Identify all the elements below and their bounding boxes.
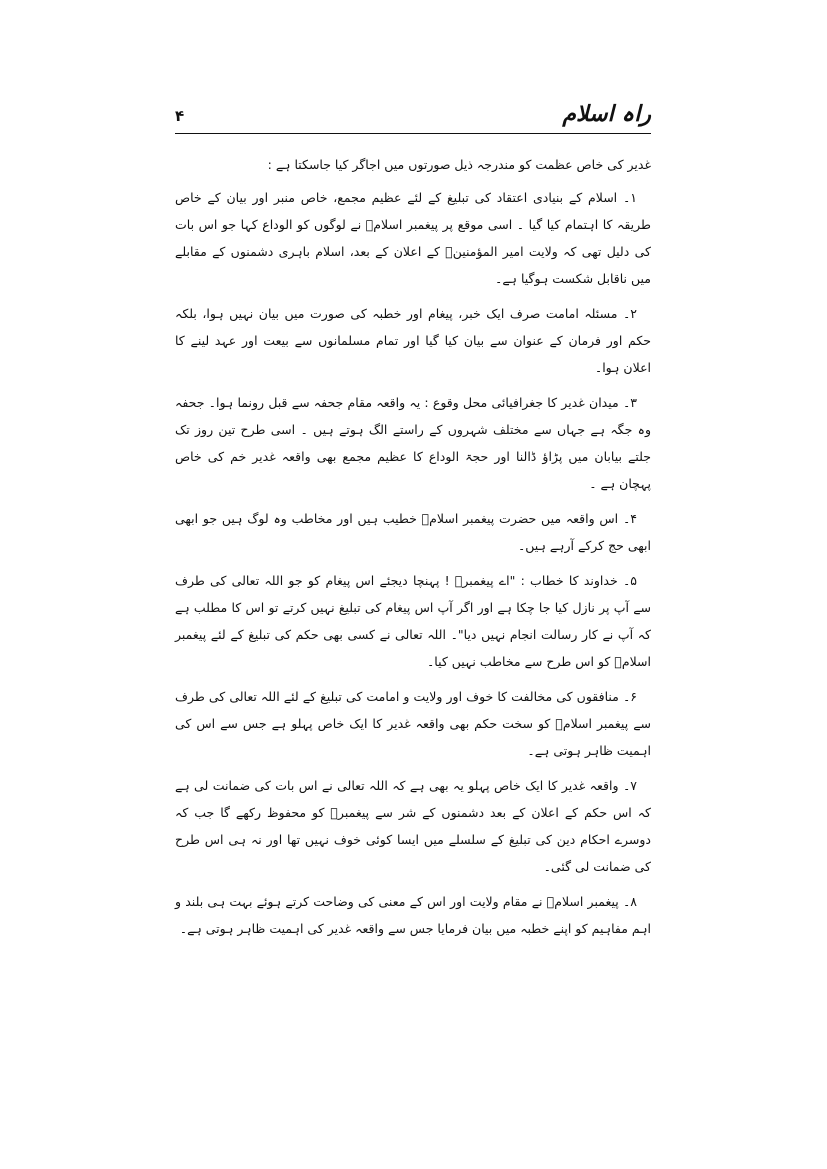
item-text: اسلام کے بنیادی اعتقاد کی تبلیغ کے لئے عظیم مجمع، خاص منبر اور بیان کے خاص طریقہ کا اہتمام کیا گیا ۔ اسی موقع پر پیغمبر اسلامؐ نے لوگوں کو الوداع کہا جو اس بات کی دلیل تھی کہ ولایت امیر المؤمنینؑ کے اعلان کے بعد، اسلام باہری دشمنوں کے مقابلے میں ناقابل شکست ہوگیا ہے۔ xyxy=(175,190,651,286)
list-item-1 xyxy=(175,184,651,292)
item-number: ۶۔ xyxy=(622,689,637,704)
item-number: ۸۔ xyxy=(622,894,637,909)
list-item-8 xyxy=(175,888,651,942)
item-text: میدان غدیر کا جغرافیائی محل وقوع : یہ واقعہ مقام جحفہ سے قبل رونما ہوا۔ جحفہ وہ جگہ ہے جہاں سے مختلف شہروں کے راستے الگ ہوتے ہیں ۔ اسی طرح تین روز تک جلتے بیابان میں پڑاؤ ڈالنا اور حجۃ الوداع کا عظیم مجمع بھی واقعہ غدیر خم کی خاص پہچان ہے ۔ xyxy=(175,395,651,491)
item-text: واقعہ غدیر کا ایک خاص پہلو یہ بھی ہے کہ اللہ تعالی نے اس بات کی ضمانت لی ہے کہ اس حکم کے اعلان کے بعد دشمنوں کے شر سے پیغمبرؐ کو محفوظ رکھے گا جب کہ دوسرے احکام دین کی تبلیغ کے سلسلے میں ایسا کوئی خوف نہیں تھا اور نہ ہی اس طرح کی ضمانت لی گئی۔ xyxy=(175,778,651,874)
page-number: ۴ xyxy=(175,107,185,125)
item-text: خداوند کا خطاب : "اے پیغمبرؐ ! پہنچا دیجئے اس پیغام کو جو اللہ تعالی کی طرف سے آپ پر نازل کیا جا چکا ہے اور اگر آپ اس پیغام کی تبلیغ نہیں کرتے تو اس کا مطلب ہے کہ آپ نے کار رسالت انجام نہیں دیا"۔ اللہ تعالی نے کسی بھی حکم کی تبلیغ کے لئے پیغمبر اسلامؐ کو اس طرح سے مخاطب نہیں کیا۔ xyxy=(175,573,651,669)
intro-paragraph: غدیر کی خاص عظمت کو مندرجہ ذیل صورتوں میں اجاگر کیا جاسکتا ہے : xyxy=(267,157,651,172)
running-title: راہ اسلام xyxy=(562,101,651,127)
item-number: ۴۔ xyxy=(622,511,637,526)
list-item-3 xyxy=(175,389,651,497)
item-number: ۷۔ xyxy=(622,778,637,793)
list-item-5 xyxy=(175,567,651,675)
item-number: ۳۔ xyxy=(622,395,637,410)
list-item-7 xyxy=(175,772,651,880)
item-text: پیغمبر اسلامؐ نے مقام ولایت اور اس کے معنی کی وضاحت کرتے ہوئے بہت ہی بلند و اہم مفاہیم کو اپنے خطبہ میں بیان فرمایا جس سے واقعہ غدیر کی اہمیت ظاہر ہوتی ہے۔ xyxy=(175,894,651,936)
item-number: ۱۔ xyxy=(622,190,637,205)
item-text: منافقوں کی مخالفت کا خوف اور ولایت و امامت کی تبلیغ کے لئے اللہ تعالی کی طرف سے پیغمبر اسلامؐ کو سخت حکم بھی واقعہ غدیر کا ایک خاص پہلو ہے جس سے اس کی اہمیت ظاہر ہوتی ہے۔ xyxy=(175,689,651,758)
list-item-6 xyxy=(175,683,651,764)
page-header xyxy=(175,100,651,134)
header-divider xyxy=(175,133,651,134)
item-text: مسئلہ امامت صرف ایک خبر، پیغام اور خطبہ کی صورت میں بیان نہیں ہوا، بلکہ حکم اور فرمان کے عنوان سے بیان کیا گیا اور تمام مسلمانوں سے بیعت اور عہد لینے کا اعلان ہوا۔ xyxy=(175,306,651,375)
item-number: ۲۔ xyxy=(622,306,637,321)
list-item-2 xyxy=(175,300,651,381)
list-item-4 xyxy=(175,505,651,559)
item-number: ۵۔ xyxy=(622,573,637,588)
body-text xyxy=(175,152,651,950)
item-text: اس واقعہ میں حضرت پیغمبر اسلامؐ خطیب ہیں اور مخاطب وہ لوگ ہیں جو ابھی ابھی حج کرکے آرہے ہیں۔ xyxy=(175,511,651,553)
